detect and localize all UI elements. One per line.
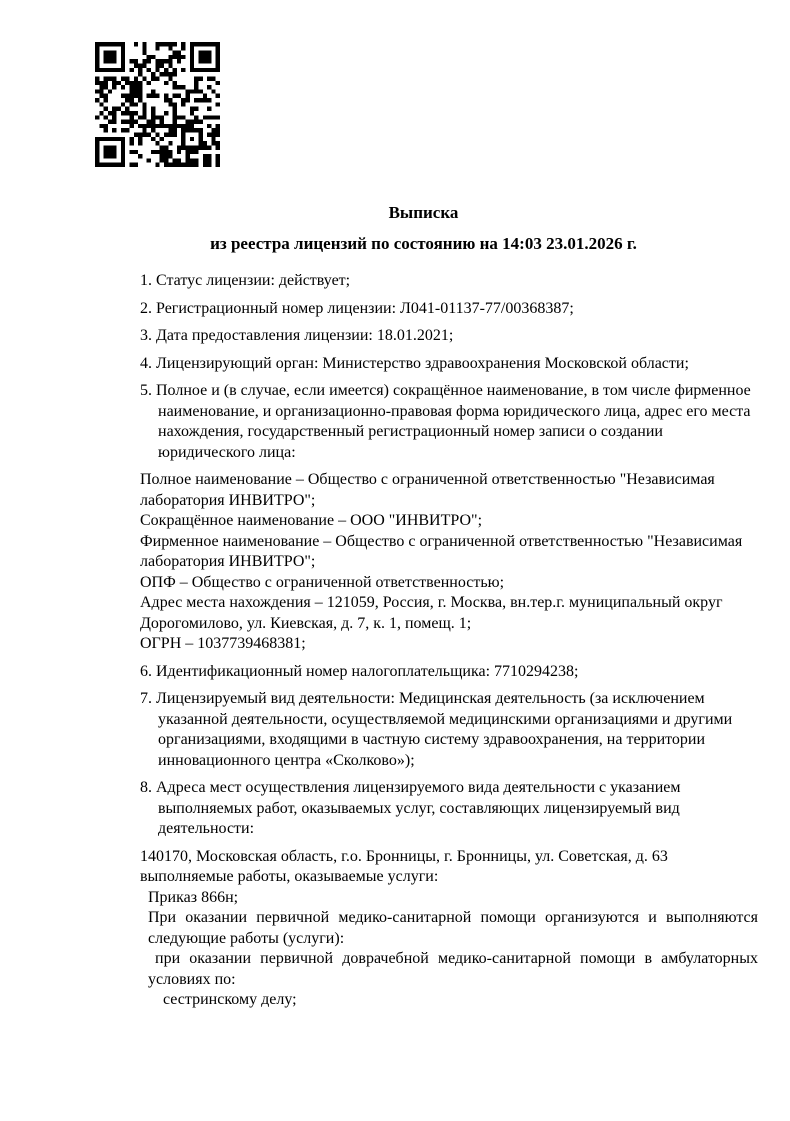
org-legal-form: ОПФ – Общество с ограниченной ответственностью;	[140, 573, 505, 591]
item-text: Лицензируемый вид деятельности: Медицинская деятельность (за исключением указанной деятельности, осуществляемой медицинскими организациями и другими организациями, входящими в частную систему здравоохранения, на территории инновационного центра «Сколково»);	[156, 690, 733, 769]
title-line-2: из реестра лицензий по состоянию на 14:03 23.01.2026 г.	[210, 234, 637, 253]
works-services-block	[140, 847, 758, 1011]
works-paragraph-prehospital-care: при оказании первичной доврачебной медико-санитарной помощи в амбулаторных условиях по:	[148, 950, 758, 988]
item-text: Идентификационный номер налогоплательщика: 7710294238;	[156, 662, 579, 680]
item-number: 8.	[140, 779, 152, 796]
works-header: выполняемые работы, оказываемые услуги:	[140, 868, 439, 885]
item-text: Лицензирующий орган: Министерство здравоохранения Московской области;	[156, 354, 689, 372]
works-paragraph-primary-care: При оказании первичной медико-санитарной помощи организуются и выполняются следующие работы (услуги):	[148, 909, 758, 947]
item-number: 5.	[140, 382, 152, 399]
item-number: 6.	[140, 662, 152, 680]
org-ogrn: ОГРН – 1037739468381;	[140, 635, 306, 652]
item-authority	[140, 354, 758, 375]
item-org-names-heading	[140, 381, 758, 463]
item-text: Дата предоставления лицензии: 18.01.2021;	[156, 327, 454, 344]
document-body	[140, 271, 758, 1011]
item-grant-date	[140, 326, 758, 347]
item-text: Регистрационный номер лицензии: Л041-01137-77/00368387;	[156, 299, 574, 317]
item-status	[140, 271, 758, 292]
org-address: Адрес места нахождения – 121059, Россия, г. Москва, вн.тер.г. муниципальный округ Дорогомилово, ул. Киевская, д. 7, к. 1, помещ. 1;	[140, 594, 723, 632]
org-brand-name: Фирменное наименование – Общество с ограниченной ответственностью "Независимая лаборатория ИНВИТРО";	[140, 532, 743, 570]
service-nursing: сестринскому делу;	[163, 991, 297, 1008]
item-number: 4.	[140, 354, 152, 372]
item-number: 1.	[140, 272, 152, 289]
item-activity-type	[140, 689, 758, 771]
item-number: 7.	[140, 690, 152, 707]
item-text: Статус лицензии: действует;	[156, 272, 351, 289]
item-inn	[140, 662, 758, 683]
document-title	[95, 197, 752, 259]
item-text: Адреса мест осуществления лицензируемого вида деятельности с указанием выполняемых работ, оказываемых услуг, составляющих лицензируемый вид деятельности:	[156, 779, 681, 837]
org-short-name: Сокращённое наименование – ООО "ИНВИТРО";	[140, 512, 483, 529]
item-number: 2.	[140, 299, 152, 317]
item-reg-number	[140, 299, 758, 320]
activity-address: 140170, Московская область, г.о. Бронницы, г. Бронницы, ул. Советская, д. 63	[140, 847, 668, 865]
order-reference: Приказ 866н;	[148, 888, 239, 906]
org-full-name: Полное наименование – Общество с ограниченной ответственностью "Независимая лаборатория ИНВИТРО";	[140, 471, 715, 509]
item-text: Полное и (в случае, если имеется) сокращённое наименование, в том числе фирменное наименование, и организационно-правовая форма юридического лица, адрес его места нахождения, государственный регистрационный номер записи о создании юридического лица:	[156, 382, 751, 461]
org-details-block	[140, 470, 758, 655]
item-activity-addresses	[140, 778, 758, 840]
qr-code-icon	[95, 42, 220, 167]
title-line-1: Выписка	[388, 203, 459, 222]
item-number: 3.	[140, 327, 152, 344]
